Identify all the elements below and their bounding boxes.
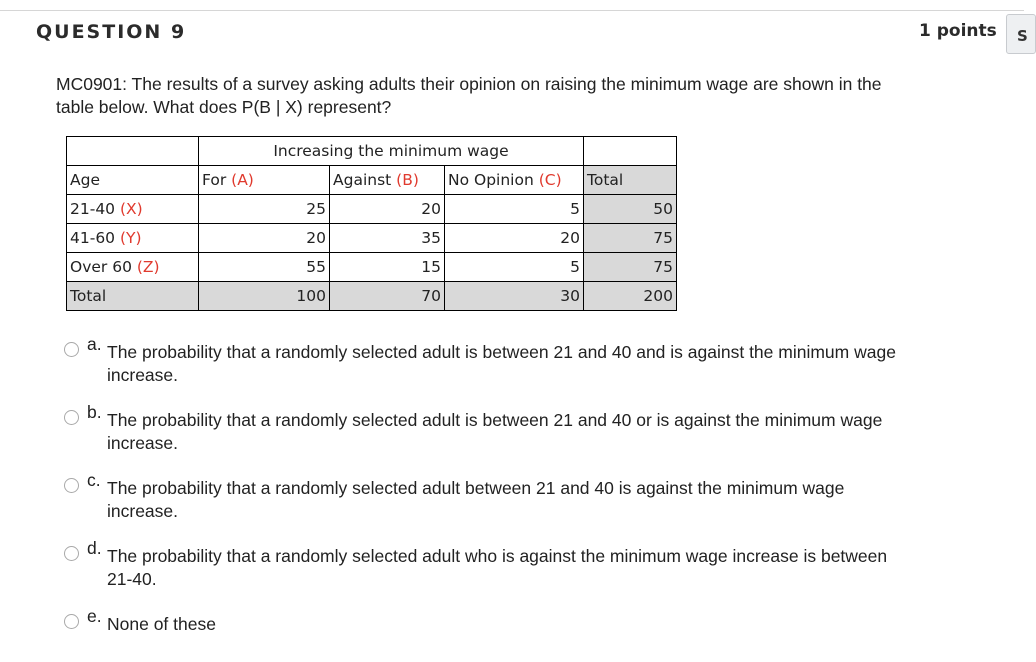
for-tag: (A) xyxy=(231,171,254,189)
row-label-text: 21-40 xyxy=(70,200,120,218)
radio-b[interactable] xyxy=(64,410,79,425)
table-empty-cell xyxy=(584,137,677,166)
table-header-row xyxy=(67,166,677,195)
option-letter: a. xyxy=(87,334,102,354)
totals-label: Total xyxy=(67,282,199,311)
grand-total: 200 xyxy=(584,282,677,311)
top-divider xyxy=(0,10,1024,11)
points-label: 1 points xyxy=(919,21,997,41)
table-row xyxy=(67,224,677,253)
row-label-text: Over 60 xyxy=(70,258,137,276)
row-label xyxy=(67,195,199,224)
row-tag: (Z) xyxy=(136,258,160,276)
total-for: 100 xyxy=(199,282,330,311)
question-header: QUESTION 9 xyxy=(36,21,187,43)
row-label xyxy=(67,253,199,282)
radio-c[interactable] xyxy=(64,478,79,493)
table-header-no-opinion xyxy=(445,166,584,195)
radio-d[interactable] xyxy=(64,546,79,561)
table-header-against xyxy=(330,166,445,195)
table-group-header-row xyxy=(67,137,677,166)
cell-total: 75 xyxy=(584,224,677,253)
radio-a[interactable] xyxy=(64,342,79,357)
option-text[interactable]: The probability that a randomly selected adult is between 21 and 40 and is against the minimum wage increase. xyxy=(107,342,896,385)
cell-total: 50 xyxy=(584,195,677,224)
table-header-for xyxy=(199,166,330,195)
table-header-age xyxy=(67,166,199,195)
cell-no-opinion: 5 xyxy=(445,253,584,282)
row-tag: (Y) xyxy=(119,229,142,247)
against-label: Against xyxy=(333,171,397,189)
row-tag: (X) xyxy=(119,200,143,218)
against-tag: (B) xyxy=(396,171,419,189)
option-text[interactable]: The probability that a randomly selected adult is between 21 and 40 or is against the minimum wage increase. xyxy=(107,410,883,453)
table-group-header: Increasing the minimum wage xyxy=(199,137,584,166)
radio-e[interactable] xyxy=(64,614,79,629)
survey-table-image xyxy=(62,125,708,319)
option-letter: b. xyxy=(87,402,102,422)
option-letter: e. xyxy=(87,606,102,626)
cell-for: 55 xyxy=(199,253,330,282)
option-letter: d. xyxy=(87,538,102,558)
cell-for: 25 xyxy=(199,195,330,224)
total-against: 70 xyxy=(330,282,445,311)
age-label: Age xyxy=(70,171,100,189)
cell-for: 20 xyxy=(199,224,330,253)
option-text[interactable]: The probability that a randomly selected adult who is against the minimum wage increase is between 21-40. xyxy=(107,546,888,589)
for-label: For xyxy=(202,171,232,189)
table-row xyxy=(67,253,677,282)
table-corner-cell xyxy=(67,137,199,166)
no-opinion-label: No Opinion xyxy=(448,171,539,189)
option-text[interactable]: None of these xyxy=(107,614,216,634)
no-opinion-tag: (C) xyxy=(538,171,562,189)
row-label-text: 41-60 xyxy=(70,229,120,247)
option-letter: c. xyxy=(87,470,101,490)
row-label xyxy=(67,224,199,253)
total-no-opinion: 30 xyxy=(445,282,584,311)
table-row xyxy=(67,195,677,224)
save-answer-button[interactable]: S xyxy=(1006,14,1036,54)
cell-against: 35 xyxy=(330,224,445,253)
survey-table xyxy=(66,136,677,311)
option-text[interactable]: The probability that a randomly selected adult between 21 and 40 is against the minimum wage increase. xyxy=(107,478,845,521)
cell-against: 15 xyxy=(330,253,445,282)
table-totals-row xyxy=(67,282,677,311)
table-header-total: Total xyxy=(584,166,677,195)
cell-no-opinion: 20 xyxy=(445,224,584,253)
cell-total: 75 xyxy=(584,253,677,282)
cell-against: 20 xyxy=(330,195,445,224)
cell-no-opinion: 5 xyxy=(445,195,584,224)
question-prompt: MC0901: The results of a survey asking adults their opinion on raising the minimum wage are shown in the table below. What does P(B | X) represent? xyxy=(56,74,882,117)
